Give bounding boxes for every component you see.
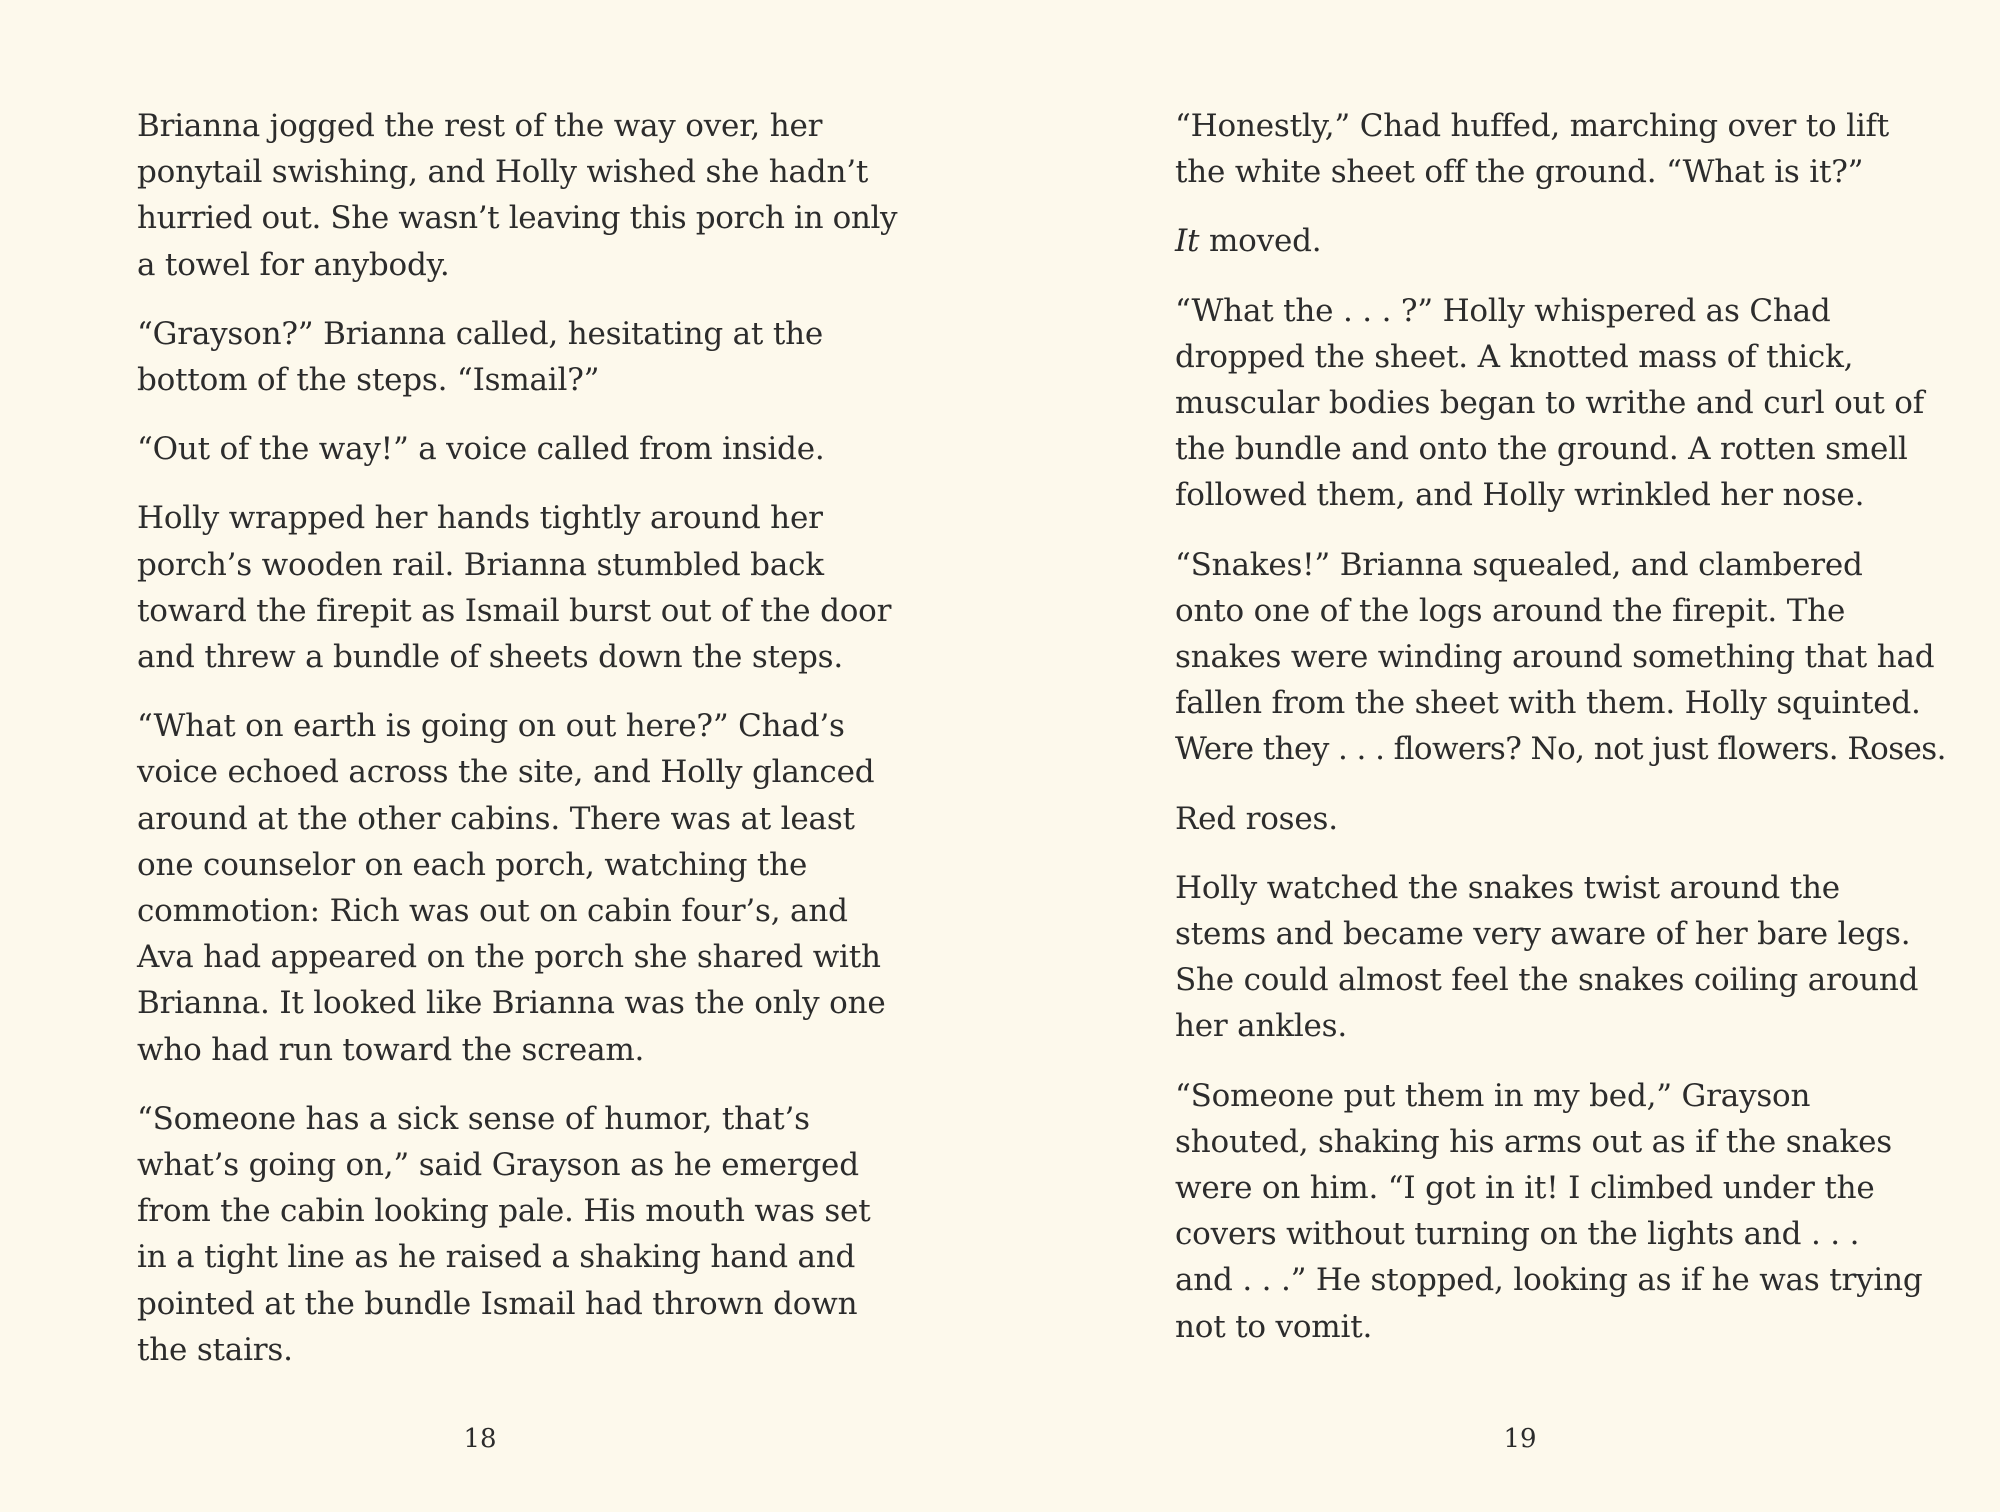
paragraph <box>1115 542 1945 773</box>
italic-word: It <box>1175 223 1200 260</box>
right-page <box>1000 0 2000 1512</box>
text-line: snakes were winding around something that had <box>1175 639 1935 676</box>
paragraph <box>1115 218 1945 264</box>
text-line: “Honestly,” Chad huffed, marching over to lift <box>1175 108 1890 144</box>
paragraph <box>77 311 897 403</box>
right-page-text <box>1115 103 1945 1373</box>
text-line: the white sheet off the ground. “What is it?” <box>1175 154 1864 191</box>
text-line: onto one of the logs around the firepit. The <box>1175 592 1846 629</box>
text-line: “What on earth is going on out here?” Chad’s <box>137 708 845 745</box>
text-line: the stairs. <box>137 1331 293 1368</box>
text-line: “Someone has a sick sense of humor, that’s <box>137 1100 810 1137</box>
text-line <box>1175 223 1321 259</box>
text-line: who had run toward the scream. <box>137 1031 645 1068</box>
line-text: moved. <box>1199 223 1322 260</box>
text-line: hurried out. She wasn’t leaving this porch in only <box>137 200 898 237</box>
text-line: muscular bodies began to writhe and curl out of <box>1175 385 1924 422</box>
text-line: “Out of the way!” a voice called from inside. <box>137 431 825 468</box>
text-line: and . . .” He stopped, looking as if he was trying <box>1175 1262 1923 1299</box>
text-line: her ankles. <box>1175 1008 1348 1045</box>
paragraph <box>1115 288 1945 519</box>
text-line: a towel for anybody. <box>137 246 450 283</box>
paragraph <box>1115 1073 1945 1350</box>
text-line: porch’s wooden rail. Brianna stumbled back <box>137 546 824 583</box>
text-line: She could almost feel the snakes coiling around <box>1175 962 1919 999</box>
text-line: Brianna. It looked like Brianna was the only one <box>137 985 886 1022</box>
text-line: “Snakes!” Brianna squealed, and clambered <box>1175 546 1863 583</box>
text-line: Red roses. <box>1175 800 1338 837</box>
paragraph <box>77 103 897 288</box>
text-line: bottom of the steps. “Ismail?” <box>137 362 600 399</box>
text-line: ponytail swishing, and Holly wished she hadn’t <box>137 154 869 191</box>
text-line: in a tight line as he raised a shaking hand and <box>137 1239 856 1276</box>
page-number-right: 19 <box>1503 1424 1537 1454</box>
page-number-left: 18 <box>463 1424 497 1454</box>
text-line: voice echoed across the site, and Holly glanced <box>137 754 875 791</box>
text-line: Holly wrapped her hands tightly around her <box>137 500 823 537</box>
text-line: not to vomit. <box>1175 1308 1373 1345</box>
text-line: Holly watched the snakes twist around the <box>1175 869 1840 906</box>
text-line: and threw a bundle of sheets down the steps. <box>137 639 843 676</box>
text-line: commotion: Rich was out on cabin four’s, and <box>137 893 848 930</box>
text-line: shouted, shaking his arms out as if the snakes <box>1175 1123 1892 1160</box>
text-line: were on him. “I got in it! I climbed under the <box>1175 1170 1875 1207</box>
text-line: one counselor on each porch, watching the <box>137 846 808 883</box>
text-line: toward the firepit as Ismail burst out of the door <box>137 592 892 629</box>
text-line: from the cabin looking pale. His mouth was set <box>137 1193 871 1230</box>
text-line: “What the . . . ?” Holly whispered as Chad <box>1175 292 1831 329</box>
paragraph <box>77 703 897 1073</box>
paragraph <box>1115 865 1945 1050</box>
text-line: around at the other cabins. There was at least <box>137 800 855 837</box>
text-line: what’s going on,” said Grayson as he emerged <box>137 1147 859 1184</box>
text-line: fallen from the sheet with them. Holly squinted. <box>1175 685 1921 722</box>
text-line: followed them, and Holly wrinkled her nose. <box>1175 477 1865 514</box>
text-line: covers without turning on the lights and . . . <box>1175 1216 1860 1253</box>
text-line: stems and became very aware of her bare legs. <box>1175 916 1911 953</box>
paragraph <box>77 495 897 680</box>
text-line: Brianna jogged the rest of the way over, her <box>137 108 823 144</box>
paragraph <box>1115 796 1945 842</box>
paragraph <box>77 1096 897 1373</box>
text-line: Were they . . . flowers? No, not just flowers. Roses. <box>1175 731 1946 768</box>
text-line: the bundle and onto the ground. A rotten smell <box>1175 431 1908 468</box>
text-line: “Grayson?” Brianna called, hesitating at the <box>137 315 823 352</box>
text-line: “Someone put them in my bed,” Grayson <box>1175 1077 1811 1114</box>
text-line: Ava had appeared on the porch she shared with <box>137 939 881 976</box>
text-line: dropped the sheet. A knotted mass of thick, <box>1175 338 1854 375</box>
text-line: pointed at the bundle Ismail had thrown down <box>137 1285 858 1322</box>
left-page-text <box>77 103 897 1396</box>
paragraph <box>1115 103 1945 195</box>
paragraph <box>77 426 897 472</box>
